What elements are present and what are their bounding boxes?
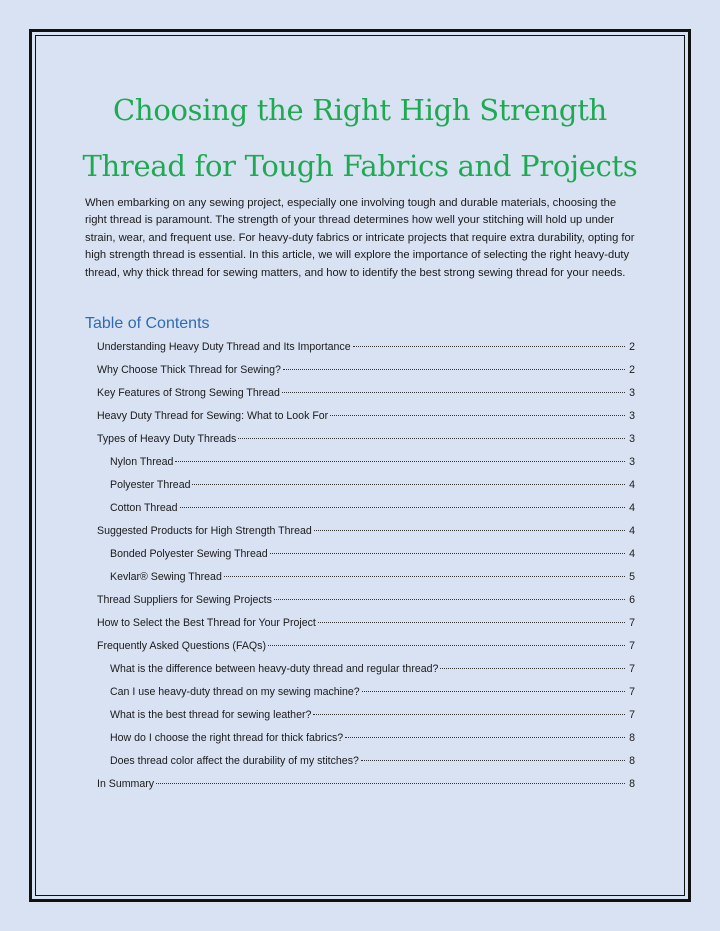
page-title-line-1: Choosing the Right High Strength [113, 93, 607, 127]
toc-entry[interactable] [110, 754, 635, 768]
toc-entry[interactable] [110, 455, 635, 469]
toc-entry[interactable] [97, 593, 635, 607]
toc-entry[interactable] [97, 524, 635, 538]
toc-entry-label[interactable]: Polyester Thread [110, 479, 191, 491]
toc-page-number: 7 [629, 709, 635, 721]
toc-entry[interactable] [97, 616, 635, 630]
toc-dot-leader [270, 553, 625, 554]
toc-dot-leader [282, 392, 625, 393]
toc-entry[interactable] [97, 777, 635, 791]
toc-dot-leader [180, 507, 625, 508]
toc-entry-label[interactable]: In Summary [97, 778, 155, 790]
toc-entry-label[interactable]: What is the best thread for sewing leather? [110, 709, 312, 721]
toc-entry-label[interactable]: Suggested Products for High Strength Thread [97, 525, 312, 537]
toc-entry-label[interactable]: Frequently Asked Questions (FAQs) [97, 640, 266, 652]
toc-page-number: 3 [629, 387, 635, 399]
toc-page-number: 7 [629, 640, 635, 652]
toc-page-number: 7 [629, 663, 635, 675]
toc-entry-label[interactable]: Cotton Thread [110, 502, 178, 514]
toc-dot-leader [283, 369, 625, 370]
toc-page-number: 8 [629, 755, 635, 767]
toc-entry-label[interactable]: Key Features of Strong Sewing Thread [97, 387, 280, 399]
toc-dot-leader [224, 576, 625, 577]
toc-entry-label[interactable]: How do I choose the right thread for thick fabrics? [110, 732, 344, 744]
toc-entry-label[interactable]: How to Select the Best Thread for Your Project [97, 617, 316, 629]
intro-paragraph: When embarking on any sewing project, especially one involving tough and durable materials, choosing the right thread is paramount. The strength of your thread determines how well your stitching will hold up under strain, wear, and frequent use. For heavy-duty fabrics or intricate projects that require extra durability, opting for high strength thread is essential. In this article, we will explore the importance of selecting the right heavy-duty thread, why thick thread for sewing matters, and how to identify the best strong sewing thread for your needs. [85, 197, 635, 279]
toc-page-number: 7 [629, 686, 635, 698]
toc-dot-leader [318, 622, 625, 623]
toc-dot-leader [274, 599, 625, 600]
toc-dot-leader [362, 691, 625, 692]
toc-page-number: 4 [629, 525, 635, 537]
toc-page-number: 4 [629, 548, 635, 560]
toc-dot-leader [313, 714, 625, 715]
toc-entry[interactable] [97, 409, 635, 423]
toc-entry-label[interactable]: Does thread color affect the durability of my stitches? [110, 755, 359, 767]
toc-page-number: 4 [629, 479, 635, 491]
toc-page-number: 2 [629, 364, 635, 376]
toc-entry-label[interactable]: Why Choose Thick Thread for Sewing? [97, 364, 281, 376]
toc-entry-label[interactable]: Types of Heavy Duty Threads [97, 433, 237, 445]
toc-entry-label[interactable]: What is the difference between heavy-duty thread and regular thread? [110, 663, 439, 675]
toc-entry[interactable] [110, 731, 635, 745]
toc-page-number: 8 [629, 732, 635, 744]
toc-entry-label[interactable]: Kevlar® Sewing Thread [110, 571, 222, 583]
page-title-line-2: Thread for Tough Fabrics and Projects [82, 149, 638, 183]
toc-entry[interactable] [97, 432, 635, 446]
toc-entry-label[interactable]: Thread Suppliers for Sewing Projects [97, 594, 272, 606]
toc-page-number: 8 [629, 778, 635, 790]
toc-heading: Table of Contents [85, 315, 210, 332]
toc-entry[interactable] [110, 685, 635, 699]
toc-page-number: 5 [629, 571, 635, 583]
toc-page-number: 2 [629, 341, 635, 353]
toc-entry[interactable] [110, 478, 635, 492]
toc-entry-label[interactable]: Understanding Heavy Duty Thread and Its Importance [97, 341, 351, 353]
toc-dot-leader [353, 346, 625, 347]
toc-page-number: 3 [629, 433, 635, 445]
toc-dot-leader [440, 668, 625, 669]
toc-entry-label[interactable]: Nylon Thread [110, 456, 174, 468]
toc-entry[interactable] [97, 340, 635, 354]
toc-page-number: 3 [629, 410, 635, 422]
toc-entry-label[interactable]: Bonded Polyester Sewing Thread [110, 548, 268, 560]
toc-dot-leader [314, 530, 625, 531]
toc-dot-leader [345, 737, 625, 738]
toc-entry-label[interactable]: Can I use heavy-duty thread on my sewing machine? [110, 686, 360, 698]
toc-entry[interactable] [97, 386, 635, 400]
toc-entry[interactable] [110, 547, 635, 561]
toc-dot-leader [268, 645, 625, 646]
toc-dot-leader [361, 760, 625, 761]
toc-entry[interactable] [110, 708, 635, 722]
toc-entry[interactable] [97, 363, 635, 377]
toc-dot-leader [156, 783, 625, 784]
toc-page-number: 7 [629, 617, 635, 629]
toc-dot-leader [192, 484, 625, 485]
toc-entry[interactable] [110, 662, 635, 676]
toc-dot-leader [330, 415, 625, 416]
toc-entry[interactable] [110, 570, 635, 584]
toc-entry-label[interactable]: Heavy Duty Thread for Sewing: What to Look For [97, 410, 329, 422]
toc-page-number: 6 [629, 594, 635, 606]
toc-entry[interactable] [97, 639, 635, 653]
toc-entry[interactable] [110, 501, 635, 515]
toc-page-number: 3 [629, 456, 635, 468]
toc-dot-leader [175, 461, 625, 462]
toc-page-number: 4 [629, 502, 635, 514]
toc-dot-leader [238, 438, 625, 439]
